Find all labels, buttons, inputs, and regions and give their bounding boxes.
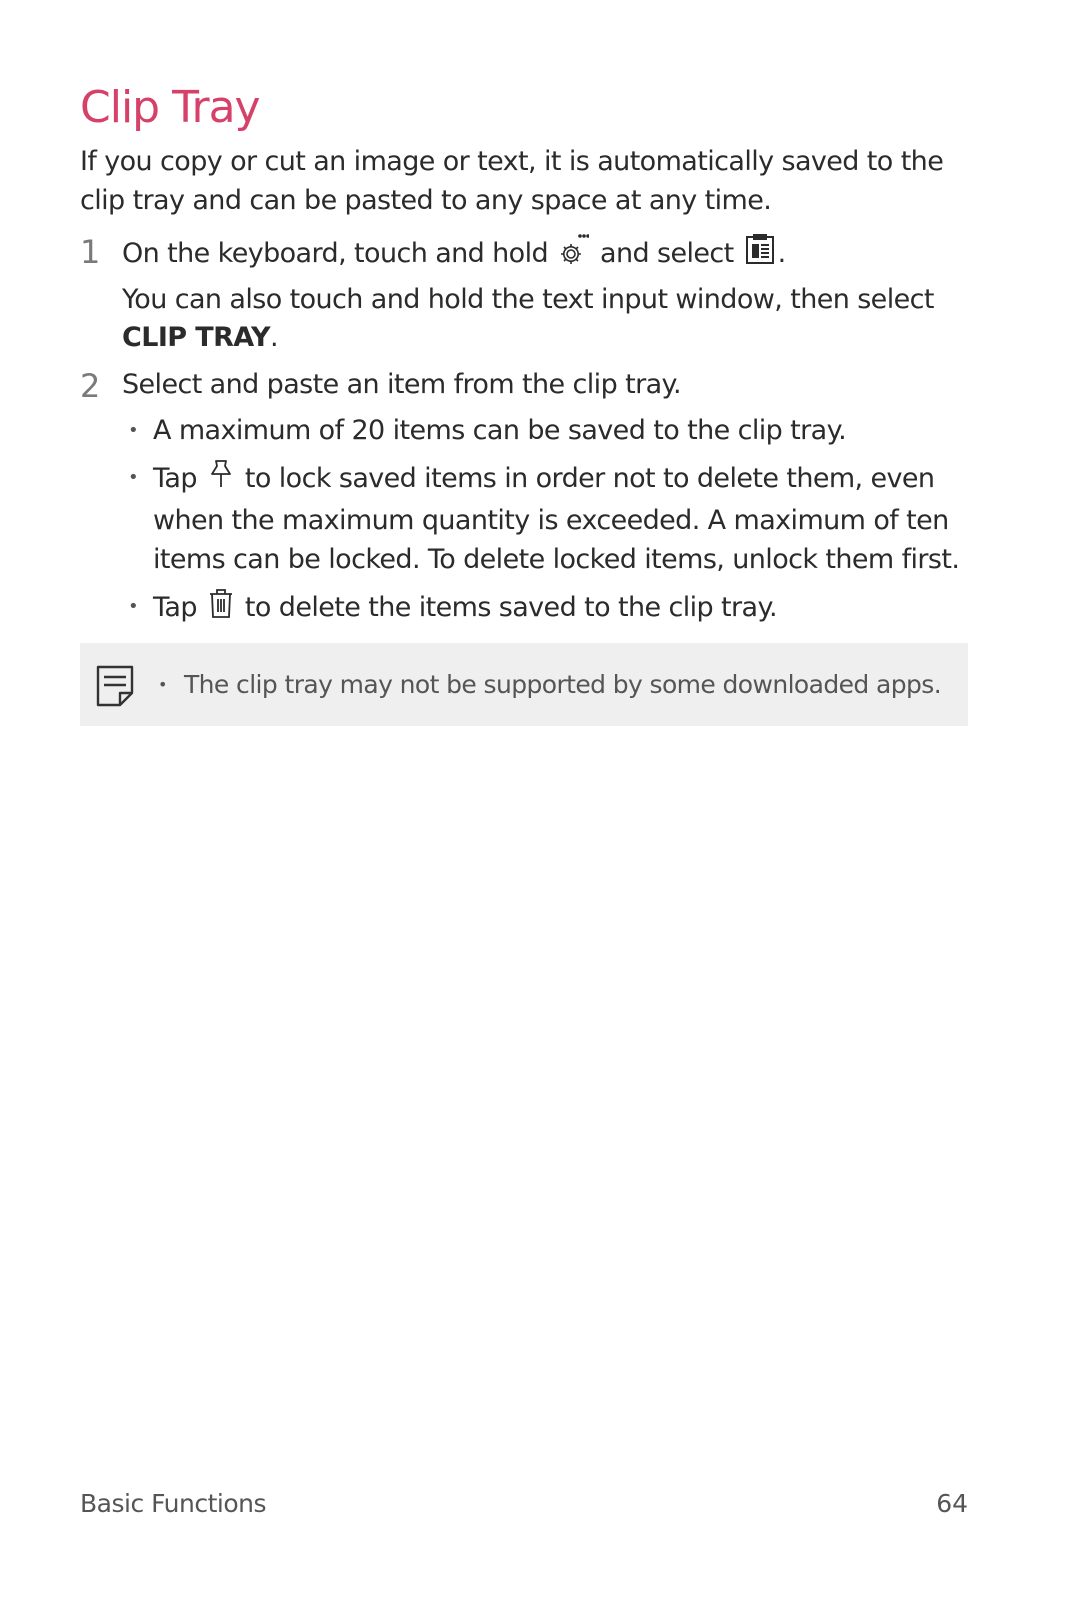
- page-number: 64: [936, 1489, 968, 1518]
- step-number: 1: [80, 233, 101, 271]
- step-2-body: Select and paste an item from the clip tray.: [122, 369, 682, 400]
- intro-paragraph: If you copy or cut an image or text, it is automatically saved to the clip tray and can be pasted to any space at any time.: [80, 146, 944, 216]
- note-box: [80, 643, 968, 726]
- pin-icon: [208, 458, 234, 501]
- list-item: • Tap to lock saved items in order not to delete them, even when the maximum quantity is exceeded. A maximum of ten items can be locked. To delete locked items, unlock them first.: [128, 458, 970, 579]
- note-icon: [96, 665, 134, 711]
- tips-list: [128, 411, 970, 638]
- list-item: • A maximum of 20 items can be saved to the clip tray.: [128, 411, 970, 450]
- step-1-line-2: You can also touch and hold the text input window, then select CLIP TRAY.: [122, 284, 934, 353]
- step-number: 2: [80, 367, 101, 405]
- clip-tray-icon: [745, 233, 775, 276]
- step-1-line-1: On the keyboard, touch and hold and select .: [122, 232, 987, 277]
- trash-icon: [208, 587, 234, 630]
- note-text: • The clip tray may not be supported by some downloaded apps.: [158, 668, 941, 702]
- manual-page: [80, 0, 987, 1600]
- step-1-body: [122, 232, 987, 357]
- footer-section: Basic Functions: [80, 1489, 266, 1518]
- settings-gear-icon: [559, 232, 589, 277]
- list-item: • Tap to delete the items saved to the clip tray.: [128, 587, 970, 630]
- clip-tray-option: CLIP TRAY: [122, 322, 270, 353]
- page-title: Clip Tray: [80, 82, 260, 133]
